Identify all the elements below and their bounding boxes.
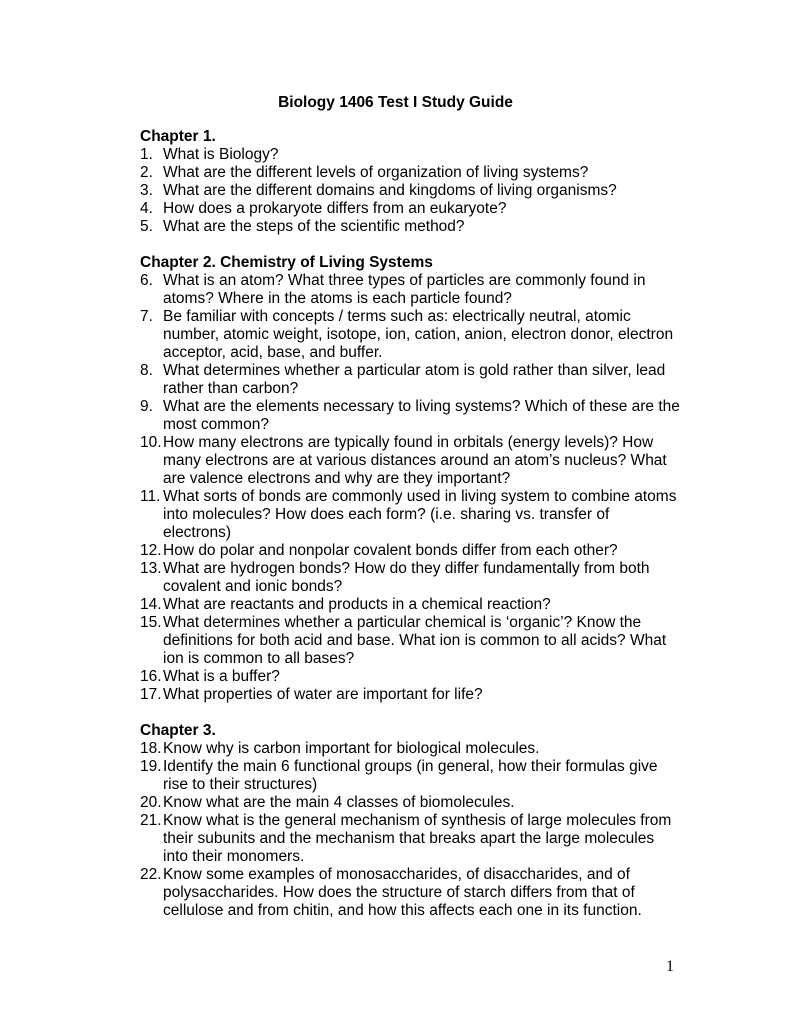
document-title: Biology 1406 Test I Study Guide — [278, 94, 513, 111]
list-item: 22. Know some examples of monosaccharides, of disaccharides, and of polysaccharides. How does the structure of starch differs from that of cellulose and from chitin, and how this affects each one in its function. — [140, 866, 642, 919]
list-item: 11. What sorts of bonds are commonly used in living system to combine atoms into molecules? How does each form? (i.e. sharing vs. transfer of electrons) — [140, 488, 677, 541]
list-item: 5. What are the steps of the scientific method? — [140, 218, 465, 235]
list-item: 15. What determines whether a particular chemical is ‘organic’? Know the definitions for both acid and base. What ion is common to all acids? What ion is common to all bases? — [140, 614, 667, 667]
chapter-heading: Chapter 1. — [140, 128, 216, 145]
page-number: 1 — [666, 958, 674, 975]
list-item: 10. How many electrons are typically found in orbitals (energy levels)? How many electrons are at various distances around an atom’s nucleus? What are valence electrons and why are they important? — [140, 434, 667, 487]
list-item: 3. What are the different domains and kingdoms of living organisms? — [140, 182, 617, 199]
list-item: 12. How do polar and nonpolar covalent bonds differ from each other? — [140, 542, 618, 559]
list-item: 14. What are reactants and products in a chemical reaction? — [140, 596, 551, 613]
section-chapter-3 — [140, 722, 680, 920]
document-body — [140, 128, 680, 938]
section-chapter-1 — [140, 128, 680, 236]
list-item: 19. Identify the main 6 functional groups (in general, how their formulas give rise to their structures) — [140, 758, 658, 793]
question-list — [140, 740, 680, 920]
list-item: 6. What is an atom? What three types of particles are commonly found in atoms? Where in the atoms is each particle found? — [140, 272, 646, 307]
chapter-heading: Chapter 3. — [140, 722, 216, 739]
list-item: 9. What are the elements necessary to living systems? Which of these are the most common? — [140, 398, 680, 433]
list-item: 7. Be familiar with concepts / terms such as: electrically neutral, atomic number, atomic weight, isotope, ion, cation, anion, electron donor, electron acceptor, acid, base, and buffer. — [140, 308, 674, 361]
list-item: 17. What properties of water are important for life? — [140, 686, 483, 703]
list-item: 20. Know what are the main 4 classes of biomolecules. — [140, 794, 515, 811]
list-item: 1. What is Biology? — [140, 146, 279, 163]
list-item: 8. What determines whether a particular atom is gold rather than silver, lead rather than carbon? — [140, 362, 666, 397]
chapter-heading: Chapter 2. Chemistry of Living Systems — [140, 254, 433, 271]
list-item: 18. Know why is carbon important for biological molecules. — [140, 740, 540, 757]
list-item: 21. Know what is the general mechanism of synthesis of large molecules from their subunits and the mechanism that breaks apart the large molecules into their monomers. — [140, 812, 672, 865]
list-item: 2. What are the different levels of organization of living systems? — [140, 164, 589, 181]
question-list — [140, 146, 680, 236]
section-chapter-2 — [140, 254, 680, 704]
list-item: 13. What are hydrogen bonds? How do they differ fundamentally from both covalent and ionic bonds? — [140, 560, 650, 595]
list-item: 16. What is a buffer? — [140, 668, 280, 685]
question-list — [140, 272, 680, 704]
list-item: 4. How does a prokaryote differs from an eukaryote? — [140, 200, 507, 217]
